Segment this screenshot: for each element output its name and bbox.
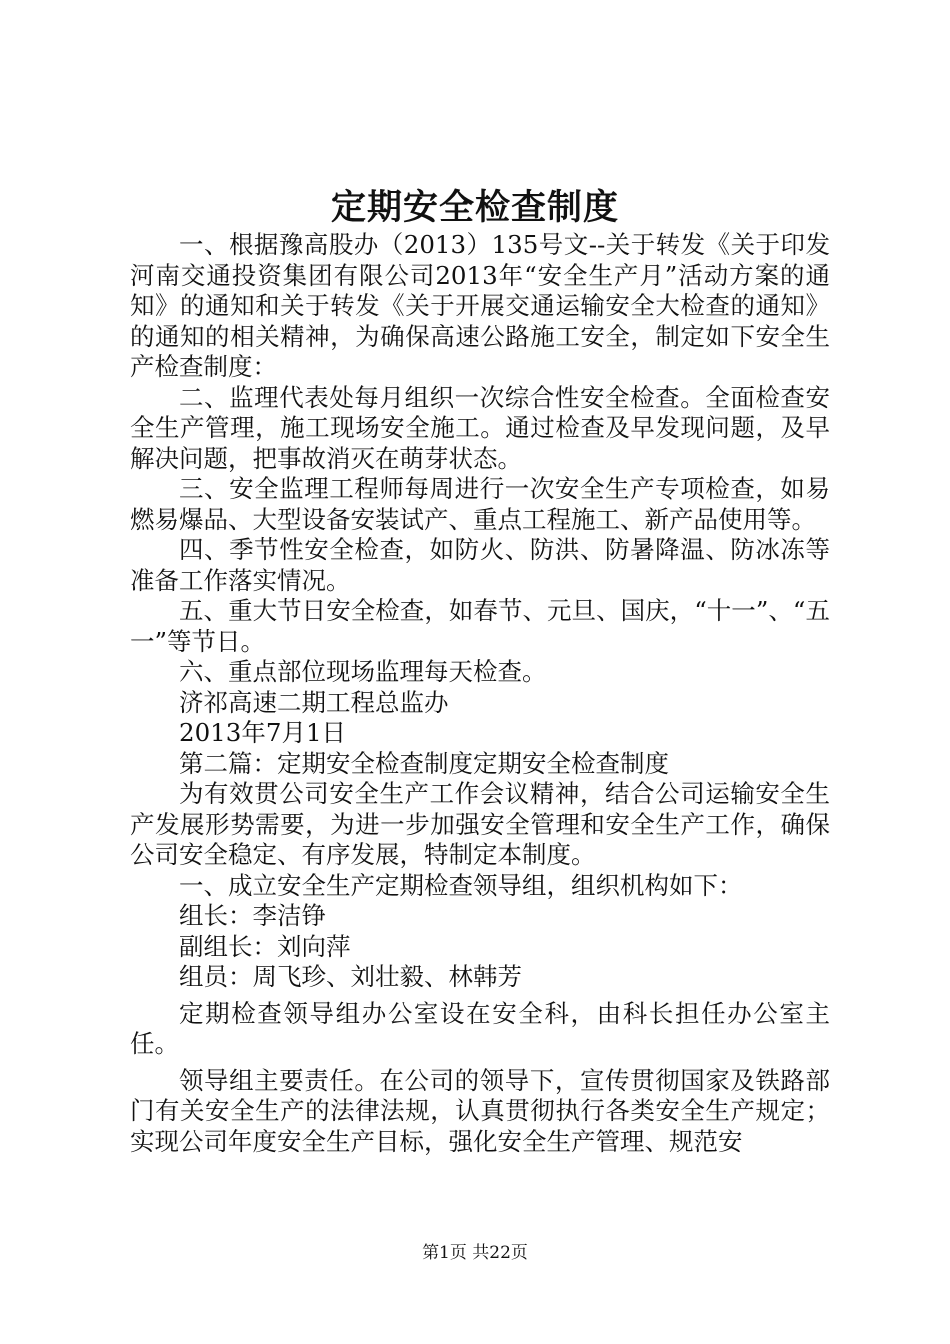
- paragraph: 组员：周飞珍、刘壮毅、林韩芳: [179, 962, 522, 991]
- paragraph: 一、根据豫高股办（2013）135号文--关于转发《关于印发河南交通投资集团有限公司2013年“安全生产月”活动方案的通知》的通知和关于转发《关于开展交通运输安全大检查的通知》的通知的相关精神，为确保高速公路施工安全，制定如下安全生产检查制度：: [130, 230, 830, 381]
- paragraph: 组长：李洁铮: [179, 901, 326, 930]
- page-number: 第1页 共22页: [422, 1243, 528, 1263]
- signature-org: 济祁高速二期工程总监办: [179, 687, 449, 717]
- paragraph: 四、季节性安全检查，如防火、防洪、防暑降温、防冰冻等准备工作落实情况。: [130, 535, 830, 595]
- paragraph: 定期检查领导组办公室设在安全科，由科长担任办公室主任。: [130, 998, 830, 1058]
- paragraph: 二、监理代表处每月组织一次综合性安全检查。全面检查安全生产管理，施工现场安全施工。通过检查及早发现问题，及早解决问题，把事故消灭在萌芽状态。: [130, 382, 830, 473]
- paragraph: 六、重点部位现场监理每天检查。: [179, 657, 547, 686]
- paragraph: 三、安全监理工程师每周进行一次安全生产专项检查，如易燃易爆品、大型设备安装试产、重点工程施工、新产品使用等。: [130, 474, 830, 534]
- paragraph: 为有效贯公司安全生产工作会议精神，结合公司运输安全生产发展形势需要，为进一步加强安全管理和安全生产工作，确保公司安全稳定、有序发展，特制定本制度。: [130, 779, 830, 869]
- paragraph: 五、重大节日安全检查，如春节、元旦、国庆，“十一”、“五一”等节日。: [130, 596, 830, 656]
- signature-date: 2013年7月1日: [179, 718, 347, 747]
- document-title: 定期安全检查制度: [330, 187, 619, 228]
- document-body: [130, 230, 830, 1157]
- paragraph: 一、成立安全生产定期检查领导组，组织机构如下：: [179, 870, 743, 900]
- section-heading: 第二篇：定期安全检查制度定期安全检查制度: [179, 748, 669, 778]
- paragraph: 副组长：刘向萍: [179, 931, 351, 961]
- paragraph: 领导组主要责任。在公司的领导下，宣传贯彻国家及铁路部门有关安全生产的法律法规，认真贯彻执行各类安全生产规定；实现公司年度安全生产目标，强化安全生产管理、规范安: [130, 1065, 830, 1156]
